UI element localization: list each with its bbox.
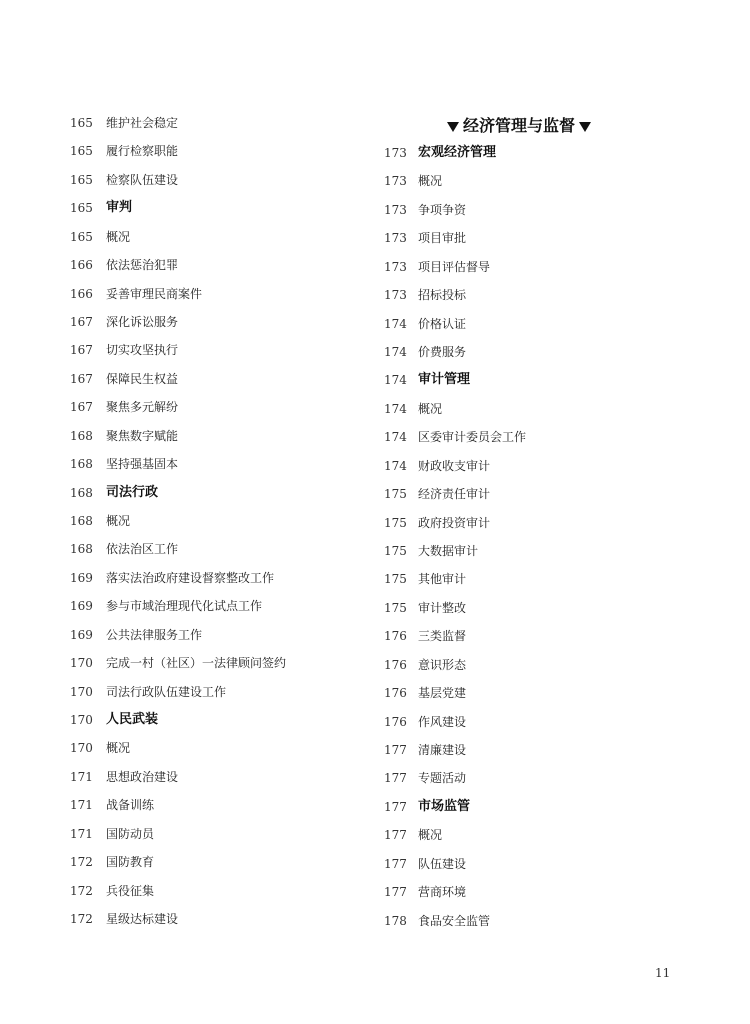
toc-page-number: 167 <box>70 315 93 329</box>
toc-page-number: 168 <box>70 457 93 472</box>
toc-page-number: 165 <box>70 172 93 187</box>
toc-page-number: 175 <box>384 515 407 530</box>
toc-heading-label: 宏观经济管理 <box>418 145 497 160</box>
toc-entry-label: 坚持强基固本 <box>106 457 179 472</box>
toc-heading-label: 人民武装 <box>106 712 159 728</box>
toc-entry-label: 区委审计委员会工作 <box>418 430 527 445</box>
toc-page-number: 177 <box>384 885 407 900</box>
toc-page-number: 165 <box>70 116 93 130</box>
toc-page-number: 170 <box>70 713 93 728</box>
toc-page-number: 173 <box>384 288 407 303</box>
toc-page-number: 172 <box>70 912 93 927</box>
toc-entry-label: 妥善审理民商案件 <box>106 286 203 301</box>
toc-page-number: 165 <box>70 144 93 159</box>
toc-entry-label: 参与市域治理现代化试点工作 <box>106 599 263 614</box>
toc-entry-label: 争项争资 <box>418 202 467 217</box>
toc-entry-label: 作风建设 <box>418 714 467 729</box>
toc-entry-label: 价费服务 <box>418 345 467 359</box>
toc-page-number: 168 <box>70 514 93 529</box>
toc-page-number: 168 <box>70 542 93 557</box>
toc-page-number: 168 <box>70 428 93 443</box>
toc-page-number: 166 <box>70 258 93 273</box>
toc-entry-label: 营商环境 <box>418 885 467 900</box>
toc-entry-label: 专题活动 <box>418 771 467 786</box>
toc-entry-label: 国防教育 <box>106 855 155 870</box>
page-number: 11 <box>655 966 671 980</box>
toc-page-number: 177 <box>384 856 407 871</box>
toc-heading-label: 司法行政 <box>106 484 159 500</box>
toc-page-number: 171 <box>70 826 93 841</box>
toc-entry-label: 基层党建 <box>418 686 467 701</box>
toc-page-number: 169 <box>70 627 93 642</box>
toc-entry-label: 依法治区工作 <box>106 542 179 557</box>
section-heading-text: 经济管理与监督 <box>463 116 576 135</box>
toc-entry-label: 概况 <box>418 401 443 416</box>
toc-page-number: 174 <box>384 430 407 445</box>
triangle-down-icon <box>579 122 591 132</box>
toc-entry-label: 兵役征集 <box>106 883 155 898</box>
toc-page-number: 177 <box>384 743 407 758</box>
toc-entry-label: 概况 <box>106 514 131 529</box>
toc-page-number: 175 <box>384 572 407 587</box>
toc-page-number: 173 <box>384 231 407 246</box>
toc-page-number: 177 <box>384 771 407 786</box>
toc-entry-label: 招标投标 <box>418 288 467 303</box>
toc-entry-label: 星级达标建设 <box>106 912 179 927</box>
toc-entry-label: 审计整改 <box>418 600 467 615</box>
section-heading <box>443 114 595 138</box>
toc-entry-label: 食品安全监管 <box>418 913 491 928</box>
toc-entry-label: 依法惩治犯罪 <box>106 258 179 273</box>
toc-page-number: 170 <box>70 684 93 699</box>
toc-entry-label: 思想政治建设 <box>106 769 179 784</box>
toc-entry-label: 项目审批 <box>418 231 467 246</box>
toc-entry-label: 财政收支审计 <box>418 458 491 473</box>
toc-page-number: 171 <box>70 769 93 784</box>
toc-entry-label: 公共法律服务工作 <box>106 627 203 642</box>
toc-page-number: 165 <box>70 201 93 216</box>
toc-entry-label: 维护社会稳定 <box>106 116 179 130</box>
toc-entry-label: 项目评估督导 <box>418 259 491 274</box>
toc-page-number: 170 <box>70 656 93 671</box>
toc-page-number: 172 <box>70 883 93 898</box>
toc-page-number: 175 <box>384 600 407 615</box>
toc-entry-label: 价格认证 <box>418 316 467 331</box>
toc-page-number: 176 <box>384 629 407 644</box>
toc-entry-label: 三类监督 <box>418 629 467 644</box>
toc-page-number: 167 <box>70 343 93 358</box>
toc-entry-label: 概况 <box>106 229 131 244</box>
toc-page-number: 176 <box>384 714 407 729</box>
toc-entry-label: 深化诉讼服务 <box>106 315 179 329</box>
toc-page-number: 173 <box>384 174 407 189</box>
toc-page-number: 174 <box>384 316 407 331</box>
toc-page-number: 173 <box>384 146 407 160</box>
triangle-down-icon <box>447 122 459 132</box>
toc-entry-label: 战备训练 <box>106 798 155 813</box>
toc-entry-label: 履行检察职能 <box>106 144 179 159</box>
toc-entry-label: 保障民生权益 <box>106 371 179 386</box>
toc-page-number: 173 <box>384 202 407 217</box>
toc-entry-label: 队伍建设 <box>418 856 467 871</box>
toc-page-number: 175 <box>384 487 407 502</box>
toc-entry-label: 其他审计 <box>418 572 467 587</box>
toc-page-number: 165 <box>70 229 93 244</box>
toc-page-number: 174 <box>384 345 407 359</box>
toc-page-number: 167 <box>70 371 93 386</box>
toc-page-number: 175 <box>384 544 407 559</box>
toc-entry-label: 概况 <box>418 828 443 843</box>
toc-heading-label: 审判 <box>106 200 133 216</box>
toc-entry-label: 落实法治政府建设督察整改工作 <box>106 570 275 585</box>
toc-page-number: 167 <box>70 400 93 415</box>
toc-page-number: 170 <box>70 741 93 756</box>
toc-page-number: 174 <box>384 458 407 473</box>
toc-page-number: 169 <box>70 599 93 614</box>
toc-page-number: 177 <box>384 828 407 843</box>
toc-entry-label: 概况 <box>418 174 443 189</box>
toc-entry-label: 聚焦数字赋能 <box>106 428 179 443</box>
toc-heading-label: 审计管理 <box>418 372 471 388</box>
toc-page-number: 169 <box>70 570 93 585</box>
toc-entry-label: 司法行政队伍建设工作 <box>106 684 227 699</box>
toc-page-number: 176 <box>384 657 407 672</box>
toc-heading-label: 市场监管 <box>418 798 471 814</box>
toc-page-number: 172 <box>70 855 93 870</box>
toc-page-number: 174 <box>384 401 407 416</box>
toc-entry-label: 完成一村（社区）一法律顾问签约 <box>106 656 287 671</box>
toc-page-number: 168 <box>70 485 93 500</box>
toc-entry-label: 大数据审计 <box>418 544 479 559</box>
toc-entry-label: 意识形态 <box>418 657 467 672</box>
toc-page-number: 178 <box>384 913 407 928</box>
toc-entry-label: 切实攻坚执行 <box>106 343 179 358</box>
toc-entry-label: 检察队伍建设 <box>106 172 179 187</box>
toc-entry-label: 经济责任审计 <box>418 487 491 502</box>
toc-page-number: 176 <box>384 686 407 701</box>
toc-page-number: 173 <box>384 259 407 274</box>
toc-page-number: 166 <box>70 286 93 301</box>
toc-entry-label: 政府投资审计 <box>418 515 491 530</box>
toc-entry-label: 清廉建设 <box>418 743 467 758</box>
toc-page-number: 171 <box>70 798 93 813</box>
toc-entry-label: 概况 <box>106 741 131 756</box>
toc-page-number: 174 <box>384 373 407 388</box>
toc-page-number: 177 <box>384 799 407 814</box>
toc-entry-label: 聚焦多元解纷 <box>106 400 179 415</box>
toc-entry-label: 国防动员 <box>106 826 155 841</box>
